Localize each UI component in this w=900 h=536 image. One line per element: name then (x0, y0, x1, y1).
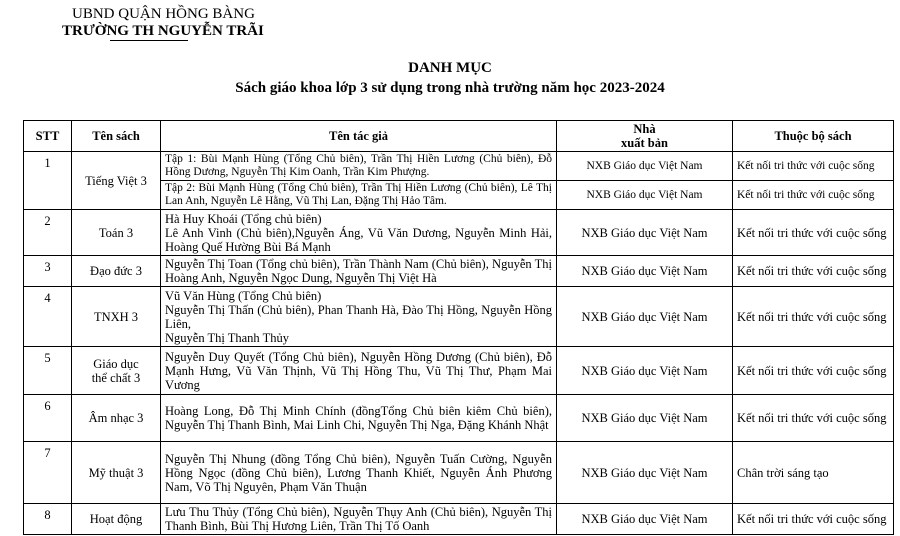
cell-authors: Nguyễn Thị Toan (Tổng chủ biên), Trần Thành Nam (Chủ biên), Nguyễn Thị Hoàng Anh, Nguyễn Ngọc Dung, Nguyễn Thị Việt Hà (161, 256, 557, 287)
cell-authors: Nguyễn Duy Quyết (Tổng Chủ biên), Nguyễn Hồng Dương (Chủ biên), Đỗ Mạnh Hưng, Vũ Văn Thịnh, Vũ Thị Hồng Thu, Vũ Thị Thư, Phạm Mai Vương (161, 347, 557, 395)
cell-stt: 6 (24, 395, 72, 442)
cell-stt: 7 (24, 442, 72, 504)
cell-publisher: NXB Giáo dục Việt Nam (557, 442, 733, 504)
cell-authors: Lưu Thu Thủy (Tổng Chủ biên), Nguyễn Thụy Anh (Chủ biên), Nguyễn Thị Thanh Bình, Bùi Thị Hương Liên, Trần Thị Tố Oanh (161, 504, 557, 535)
author-line: Vũ Văn Hùng (Tổng Chủ biên) (165, 288, 322, 303)
author-line: Nguyễn Thị Thanh Thủy (165, 330, 289, 345)
cell-book: Hoạt động (72, 504, 161, 535)
table-row (24, 347, 894, 395)
table-header-row (24, 121, 894, 152)
cell-series: Kết nối tri thức với cuộc sống (733, 152, 894, 181)
cell-series: Kết nối tri thức với cuộc sống (733, 210, 894, 256)
cell-publisher: NXB Giáo dục Việt Nam (557, 256, 733, 287)
cell-publisher: NXB Giáo dục Việt Nam (557, 181, 733, 210)
col-header-series: Thuộc bộ sách (733, 121, 894, 152)
org-name: UBND QUẬN HỒNG BÀNG (72, 6, 255, 22)
cell-series: Kết nối tri thức với cuộc sống (733, 395, 894, 442)
cell-stt: 8 (24, 504, 72, 535)
col-header-publisher-line1: Nhà (633, 122, 656, 136)
cell-book: Tiếng Việt 3 (72, 152, 161, 210)
book-line: Giáo dục (93, 356, 139, 371)
cell-authors (161, 210, 557, 256)
cell-series: Kết nối tri thức với cuộc sống (733, 181, 894, 210)
cell-authors: Tập 2: Bùi Mạnh Hùng (Tổng Chủ biên), Trần Thị Hiền Lương (Chủ biên), Lê Thị Lan Anh, Nguyễn Lê Hằng, Vũ Thị Lan, Đặng Thị Hảo Tâm. (161, 181, 557, 210)
col-header-publisher-line2: xuất bản (621, 136, 668, 150)
table-row (24, 152, 894, 181)
col-header-book: Tên sách (72, 121, 161, 152)
cell-publisher: NXB Giáo dục Việt Nam (557, 210, 733, 256)
table-row (24, 504, 894, 535)
cell-series: Chân trời sáng tạo (733, 442, 894, 504)
cell-stt: 1 (24, 152, 72, 210)
cell-authors: Tập 1: Bùi Mạnh Hùng (Tổng Chủ biên), Trần Thị Hiền Lương (Chủ biên), Đỗ Hồng Dương, Nguyễn Thị Kim Oanh, Trần Kim Phượng. (161, 152, 557, 181)
table-row (24, 395, 894, 442)
cell-stt: 5 (24, 347, 72, 395)
cell-publisher: NXB Giáo dục Việt Nam (557, 504, 733, 535)
cell-stt: 4 (24, 287, 72, 347)
cell-authors (161, 287, 557, 347)
school-name-text: TRƯỜNG TH NGUYỄN TRÃI (62, 23, 264, 39)
cell-authors: Nguyễn Thị Nhung (đồng Tổng Chủ biên), Nguyễn Tuấn Cường, Nguyễn Hồng Ngọc (đồng Chủ biên), Lương Thanh Khiết, Nguyễn Ánh Phương Nam, Võ Thị Nguyên, Phạm Văn Thuận (161, 442, 557, 504)
col-header-publisher (557, 121, 733, 152)
cell-book: Âm nhạc 3 (72, 395, 161, 442)
document-title: DANH MỤC (408, 60, 492, 76)
cell-series: Kết nối tri thức với cuộc sống (733, 256, 894, 287)
cell-book: TNXH 3 (72, 287, 161, 347)
cell-stt: 2 (24, 210, 72, 256)
table-row (24, 287, 894, 347)
author-line: Lê Anh Vinh (Chủ biên),Nguyễn Áng, Vũ Văn Dương, Nguyễn Minh Hải, Hoàng Quế Hường Bùi Bá Mạnh (165, 225, 552, 254)
school-name (62, 23, 264, 40)
cell-series: Kết nối tri thức với cuộc sống (733, 287, 894, 347)
cell-stt: 3 (24, 256, 72, 287)
cell-book: Mỹ thuật 3 (72, 442, 161, 504)
author-line: Hà Huy Khoái (Tổng chủ biên) (165, 211, 322, 226)
cell-book (72, 347, 161, 395)
book-line: thể chất 3 (91, 370, 141, 385)
cell-series: Kết nối tri thức với cuộc sống (733, 504, 894, 535)
cell-series: Kết nối tri thức với cuộc sống (733, 347, 894, 395)
table-row (24, 256, 894, 287)
cell-book: Đạo đức 3 (72, 256, 161, 287)
cell-book: Toán 3 (72, 210, 161, 256)
cell-publisher: NXB Giáo dục Việt Nam (557, 347, 733, 395)
cell-authors: Hoàng Long, Đỗ Thị Minh Chính (đồngTổng Chủ biên kiêm Chủ biên), Nguyễn Thị Thanh Bình, Mai Linh Chi, Nguyễn Thị Nga, Đặng Khánh Nhật (161, 395, 557, 442)
document-subtitle-text: Sách giáo khoa lớp 3 sử dụng trong nhà trường năm học 2023-2024 (235, 80, 665, 96)
cell-publisher: NXB Giáo dục Việt Nam (557, 395, 733, 442)
col-header-stt: STT (24, 121, 72, 152)
school-underline (110, 40, 188, 41)
table-row (24, 442, 894, 504)
table-row (24, 210, 894, 256)
author-line: Nguyễn Thị Thấn (Chủ biên), Phan Thanh Hà, Đào Thị Hồng, Nguyễn Hồng Liên, (165, 302, 552, 331)
textbook-table (23, 120, 894, 535)
cell-publisher: NXB Giáo dục Việt Nam (557, 152, 733, 181)
document-subtitle (0, 80, 900, 97)
col-header-authors: Tên tác giả (161, 121, 557, 152)
cell-publisher: NXB Giáo dục Việt Nam (557, 287, 733, 347)
